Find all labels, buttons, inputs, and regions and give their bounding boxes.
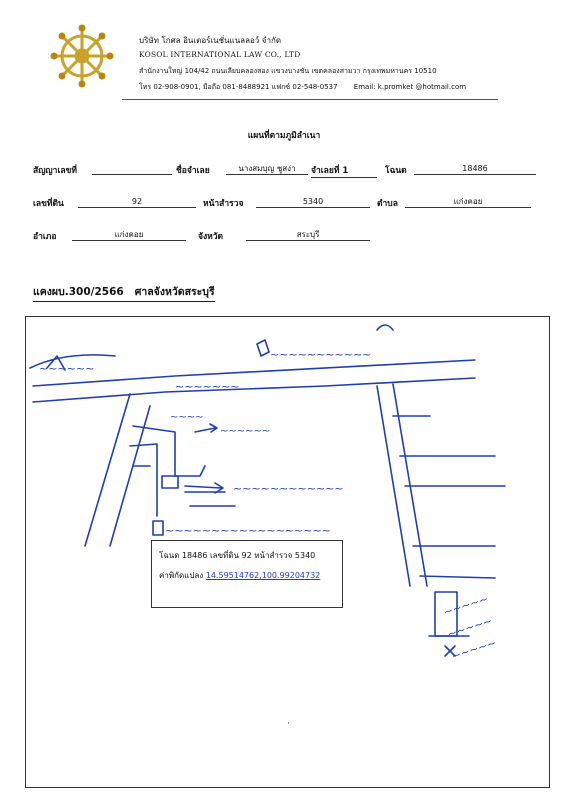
survey-value: 5340	[256, 196, 370, 208]
coordinate-label: ค่าพิกัดแปลง	[159, 571, 204, 580]
land-no-label: เลขที่ดิน	[33, 199, 64, 209]
coordinate-link[interactable]: 14.59514762,100.99204732	[205, 571, 321, 580]
map-scribble-house-c: ~~~~~~~~~~~~	[233, 482, 344, 495]
contract-label: สัญญาเลขที่	[33, 166, 77, 176]
company-name-english: KOSOL INTERNATIONAL LAW CO., LTD	[139, 50, 301, 59]
map-scribble-br3: ~~~~~	[449, 636, 498, 663]
company-address: สำนักงานใหญ่ 104/42 ถนนเลียบคลองสอง แขวงบางชัน เขตคลองสามวา กรุงเทพมหานคร 10510	[139, 67, 437, 75]
district-value: แก่งคอย	[72, 229, 186, 241]
land-info-box	[151, 540, 343, 608]
land-info-line: โฉนด 18486 เลขที่ดิน 92 หน้าสำรวจ 5340	[159, 551, 316, 560]
map-scribble-house-a: ~~~~	[170, 412, 204, 423]
map-scribble-road: ~~~~~~~	[175, 380, 240, 393]
map-scribble-property: ~~~~~~~~~~~~~~~~~~	[165, 524, 331, 537]
deed-value: 18486	[414, 163, 536, 175]
map-scribble-br2: ~~~~~	[445, 614, 494, 641]
debtor-label: ชื่อจำเลย	[176, 166, 210, 176]
map-scribble-shrine: ~~~~~~~~~~~	[270, 348, 372, 361]
form-title: แผนที่ตามภูมิลำเนา	[247, 131, 321, 141]
defendant-label: จำเลยที่ 1	[311, 163, 377, 178]
court-name: ศาลจังหวัดสระบุรี	[134, 286, 215, 298]
company-contact	[139, 82, 466, 93]
debtor-value: นางสมบุญ ชูสง่า	[226, 163, 308, 175]
subdistrict-value: แก่งคอย	[405, 196, 531, 208]
contract-value	[92, 163, 172, 175]
case-heading	[33, 283, 215, 302]
company-logo-wheel-icon	[46, 18, 118, 92]
land-no-value: 92	[78, 196, 196, 208]
company-name-thai: บริษัท โกศล อินเตอร์เนชั่นแนลลอว์ จำกัด	[139, 36, 282, 45]
province-value: สระบุรี	[246, 229, 370, 241]
deed-label: โฉนด	[385, 166, 407, 176]
district-label: อำเภอ	[33, 232, 57, 242]
company-phones: โทร 02-908-0901, มือถือ 081-8488921 แฟกซ์ 02-548-0537	[139, 83, 338, 91]
map-scribble-house-b: ~~~~~~	[220, 426, 271, 437]
map-dot: ·	[287, 719, 290, 729]
survey-label: หน้าสำรวจ	[203, 199, 244, 209]
map-scribble-br1: ~~~~~	[441, 592, 490, 619]
header-divider	[122, 99, 498, 100]
province-label: จังหวัด	[198, 232, 224, 242]
case-prefix: แคงผบ.	[33, 286, 69, 298]
coordinate-line	[159, 569, 320, 582]
company-email: Email: k.promket @hotmail.com	[353, 83, 467, 91]
subdistrict-label: ตำบล	[377, 199, 398, 209]
map-scribble-temple: ~~~~~~	[39, 362, 95, 375]
case-number: 300/2566	[68, 286, 124, 298]
